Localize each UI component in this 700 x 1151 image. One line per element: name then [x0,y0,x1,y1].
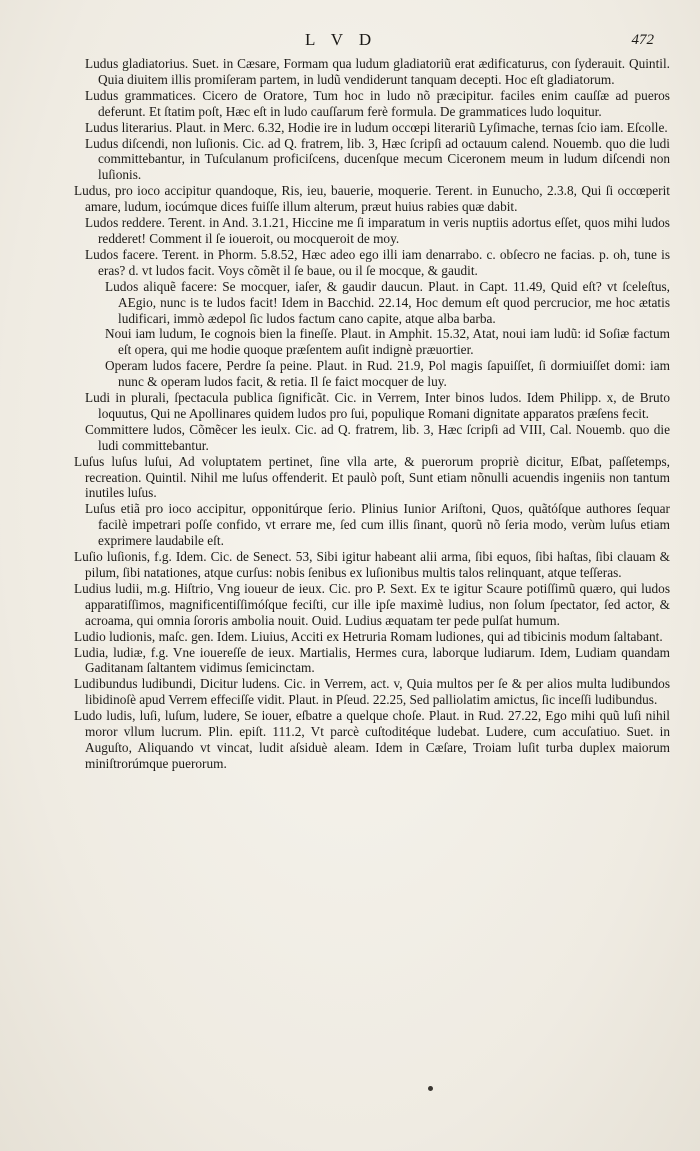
dictionary-entry: Ludo ludis, luſi, luſum, ludere, Se iouer, eſbatre a quelque choſe. Plaut. in Rud. 27.22, Ego mihi quũ luſi nihil moror vllum lucrum. Plin. epiſt. 111.2, Vt parcè cuſtoditéque ludebat. Ludere, cum accuſatiuo. Suet. in Auguſto, Aliquando vt vincat, ludit aſsiduè aleam. Idem in Cæſare, Troiam luſit turba duplex maiorum miniſtrorúmque puerorum. [74,708,670,771]
dictionary-entry: Ludos reddere. Terent. in And. 3.1.21, Hiccine me ſi imparatum in veris nuptiis adortus eſſet, quos mihi ludos redderet! Comment il ſe ioueroit, ou mocqueroit de moy. [85,215,670,246]
dictionary-entry: Ludus literarius. Plaut. in Merc. 6.32, Hodie ire in ludum occœpi literariũ Lyſimache, ternas ſcio iam. Eſcolle. [85,119,668,135]
dictionary-entry: Ludus, pro ioco accipitur quandoque, Ris, ieu, bauerie, moquerie. Terent. in Eunucho, 2.3.8, Qui ſi occœperit amare, ludum, iocúmque dices fuiſſe illum alterum, præut huius rabies quæ dabit. [74,183,670,215]
dictionary-entry: Ludus diſcendi, non luſionis. Cic. ad Q. fratrem, lib. 3, Hæc ſcripſi ad octauum calend. Nouemb. quo die ludi committebantur, in Tuſculanum proficiſcens, ducenſque mecum Ciceronem meum in ludum diſcendi non luſionis. [85,135,670,183]
dictionary-entry: Ludius ludii, m.g. Hiſtrio, Vng ioueur de ieux. Cic. pro P. Sext. Ex te igitur Scaure potiſſimũ quæro, qui ludos apparatiſſimos, magnificentiſſimóſque feciſti, cur ille ipſe maximè ludius, non ſolum ſpectator, ſed actor, & acroama, qui omnia ſororis ambolia nouit. Ouid. Ludius æquatam ter pede pulſat humum. [74,580,670,628]
dictionary-entry: Ludus gladiatorius. Suet. in Cæsare, Formam qua ludum gladiatoriũ erat ædificaturus, con ſyderauit. Quintil. Quia diuitem illis promiſeram partem, in ludũ vendiderunt tanquam decepti. Hoc eſt gladiatorum. [85,56,670,87]
dictionary-entry: Noui iam ludum, Ie cognois bien la fineſſe. Plaut. in Amphit. 15.32, Atat, noui iam ludũ: id Soſiæ factum eſt opera, qui me hodie quoque præſentem auſit indignè præuortier. [105,326,670,358]
page-header [0,30,700,54]
running-head: L V D [305,30,378,49]
dictionary-entry: Ludos facere. Terent. in Phorm. 5.8.52, Hæc adeo ego illi iam denarrabo. c. obſecro ne facias. p. oh, tune is eras? d. vt ludos facit. Voys cõmẽt il ſe baue, ou il ſe mocque, & gaudit. [85,246,670,278]
dictionary-entry: Ludi in plurali, ſpectacula publica ſignificãt. Cic. in Verrem, Inter binos ludos. Idem Philipp. x, de Bruto loquutus, Qui ne Apollinares quidem ludos pro ſui, populique Romani dignitate apparatos præſens fecit. [85,390,670,421]
dictionary-entry: Operam ludos facere, Perdre ſa peine. Plaut. in Rud. 21.9, Pol magis ſapuiſſet, ſi dormiuiſſet domi: iam nunc & operam ludos facit, & retia. Il ſe faict mocquer de luy. [105,358,670,390]
dictionary-entry: Ludus grammatices. Cicero de Oratore, Tum hoc in ludo nõ præcipitur. faciles enim cauſſæ ad pueros deferunt. Et ſtatim poſt, Hæc eſt in ludo cauſſarum ferè formula. De grammatices ludo loquitur. [85,87,670,119]
dictionary-entry: Ludos aliquẽ facere: Se mocquer, iaſer, & gaudir daucun. Plaut. in Capt. 11.49, Quid eſt? vt ſceleſtus, AEgio, nunc is te ludos facit! Idem in Bacchid. 22.14, Hoc demum eſt quod percrucior, me hoc ætatis ludificari, immò ædepol ſic ludos factum cano capite, atque alba barba. [105,278,670,326]
dictionary-entry: Luſus etiã pro ioco accipitur, opponitúrque ſerio. Plinius Iunior Ariſtoni, Quos, quãtóſque authores ſequar facilè impetrari poſſe confido, vt errare me, ſed cum illis ſinant, quorũ nõ ſeria modo, verùm luſus etiam exprimere laudabile eſt. [85,501,670,549]
dictionary-entry: Luſus luſus luſui, Ad voluptatem pertinet, ſine vlla arte, & puerorum propriè dicitur, Eſbat, paſſetemps, recreation. Quintil. Nihil me luſus offenderit. Et paulò poſt, Sunt etiam nõnulli acuendis ingeniis non tantum inutiles luſus. [74,453,670,501]
dictionary-entries [74,56,670,772]
dictionary-entry: Ludibundus ludibundi, Dicitur ludens. Cic. in Verrem, act. v, Quia multos per ſe & per alios multa ludibundos libidinoſè apud Verrem effeciſſe vidit. Plaut. in Pſeud. 22.25, Sed palliolatim amictus, ſic inceſſi ludibundus. [74,676,670,708]
page-number: 472 [631,32,654,48]
dictionary-entry: Committere ludos, Cõmẽcer les ieulx. Cic. ad Q. fratrem, lib. 3, Hæc ſcripſi ad VIII, Cal. Nouemb. quo die ludi committebantur. [85,421,670,453]
dictionary-entry: Luſio luſionis, f.g. Idem. Cic. de Senect. 53, Sibi igitur habeant alii arma, ſibi equos, ſibi haſtas, ſibi clauam & pilum, ſibi natationes, atque curſus: nobis ſenibus ex luſionibus multis talos relinquant, atque teſſeras. [74,549,670,580]
dictionary-entry: Ludia, ludiæ, f.g. Vne iouereſſe de ieux. Martialis, Hermes cura, laborque ludiarum. Idem, Ludiam quandam Gaditanam ſaltantem vidimus ſemicinctam. [74,644,670,676]
dictionary-entry: Ludio ludionis, maſc. gen. Idem. Liuius, Acciti ex Hetruria Romam ludiones, qui ad tibicinis modum ſaltabant. [74,628,663,644]
ink-dot [428,1086,433,1091]
